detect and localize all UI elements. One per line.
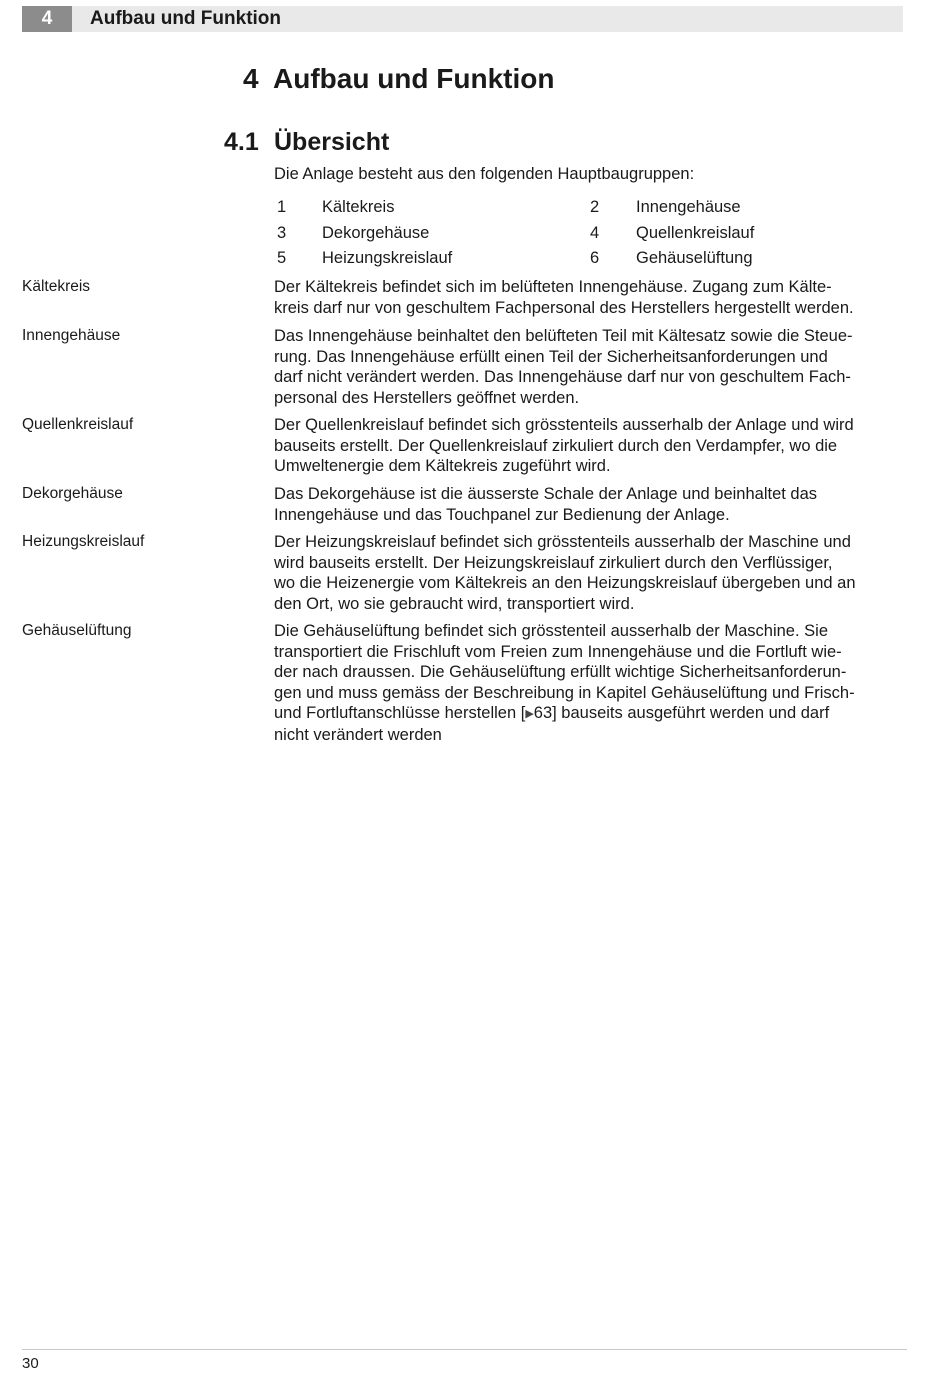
footer-divider <box>22 1349 907 1350</box>
paragraph-line: Der Kältekreis befindet sich im belüfteten Innengehäuse. Zugang zum Kälte- <box>274 278 832 296</box>
component-number: 4 <box>590 223 600 242</box>
paragraph-line: darf nicht verändert werden. Das Innengehäuse darf nur von geschultem Fach- <box>274 368 851 386</box>
margin-label-quellenkreislauf: Quellenkreislauf <box>22 416 134 433</box>
paragraph-line: wo die Heizenergie vom Kältekreis an den Heizungskreislauf übergeben und an <box>274 574 856 592</box>
paragraph-dekorgehaeuse <box>274 484 906 525</box>
paragraph-line: personal des Herstellers geöffnet werden. <box>274 388 580 407</box>
paragraph-innengehaeuse <box>274 326 906 408</box>
component-name: Innengehäuse <box>636 198 741 216</box>
paragraph-line: den Ort, wo sie gebraucht wird, transportiert wird. <box>274 594 635 613</box>
paragraph-kaeltekreis <box>274 277 906 318</box>
paragraph-line: Die Gehäuselüftung befindet sich grösstenteil ausserhalb der Maschine. Sie <box>274 622 828 640</box>
paragraph-line: Umweltenergie dem Kältekreis zugeführt wird. <box>274 457 611 475</box>
paragraph-heizungskreislauf <box>274 532 906 614</box>
page-reference-arrow-icon: ▶ <box>525 708 534 720</box>
paragraph-line: nicht verändert werden <box>274 725 442 744</box>
component-number: 1 <box>277 198 287 216</box>
paragraph-line: wird bauseits erstellt. Der Heizungskreislauf zirkuliert durch den Verflüssiger, <box>274 553 833 572</box>
margin-label-innengehaeuse: Innengehäuse <box>22 327 121 344</box>
section-heading-number: 4.1 <box>224 128 259 156</box>
component-name: Heizungskreislauf <box>322 249 453 267</box>
section-heading <box>224 126 389 158</box>
component-number: 2 <box>590 198 600 216</box>
chapter-header-title: Aufbau und Funktion <box>90 8 282 29</box>
paragraph-line: bauseits erstellt. Der Quellenkreislauf zirkuliert durch den Verdampfer, wo die <box>274 436 838 455</box>
paragraph-line: Der Heizungskreislauf befindet sich grösstenteils ausserhalb der Maschine und <box>274 533 851 551</box>
chapter-number-badge: 4 <box>22 6 72 32</box>
component-name: Gehäuselüftung <box>636 249 753 267</box>
chapter-heading <box>243 62 555 96</box>
component-name: Dekorgehäuse <box>322 223 430 242</box>
paragraph-line: ] bauseits ausgeführt werden und darf <box>552 704 830 722</box>
component-name: Quellenkreislauf <box>636 223 755 242</box>
paragraph-quellenkreislauf <box>274 415 906 477</box>
paragraph-line: gen und muss gemäss der Beschreibung in Kapitel Gehäuselüftung und Frisch- <box>274 683 855 702</box>
component-list-row <box>274 247 894 273</box>
paragraph-gehaeuselueftung <box>274 621 906 745</box>
page-number: 30 <box>22 1355 39 1372</box>
component-list-row <box>274 196 894 222</box>
intro-text: Die Anlage besteht aus den folgenden Hauptbaugruppen: <box>274 165 695 183</box>
chapter-header <box>22 6 903 32</box>
component-list-row <box>274 222 894 248</box>
paragraph-line: kreis darf nur von geschultem Fachpersonal des Herstellers hergestellt werden. <box>274 298 854 317</box>
margin-label-dekorgehaeuse: Dekorgehäuse <box>22 485 123 502</box>
component-number: 5 <box>277 249 287 267</box>
paragraph-line: Innengehäuse und das Touchpanel zur Bedienung der Anlage. <box>274 505 730 524</box>
section-heading-title: Übersicht <box>274 128 390 156</box>
component-list <box>274 196 894 273</box>
margin-label-gehaeuselueftung: Gehäuselüftung <box>22 622 132 639</box>
page-reference-link[interactable]: 63 <box>533 704 553 722</box>
component-name: Kältekreis <box>322 198 395 216</box>
paragraph-line: Das Dekorgehäuse ist die äusserste Schale der Anlage und beinhaltet das <box>274 485 818 503</box>
paragraph-line: Der Quellenkreislauf befindet sich grösstenteils ausserhalb der Anlage und wird <box>274 416 854 434</box>
margin-label-kaeltekreis: Kältekreis <box>22 278 91 295</box>
component-number: 6 <box>590 249 600 267</box>
component-number: 3 <box>277 223 287 242</box>
paragraph-line: rung. Das Innengehäuse erfüllt einen Teil der Sicherheitsanforderungen und <box>274 347 828 366</box>
chapter-heading-title: Aufbau und Funktion <box>273 63 555 94</box>
paragraph-line: Das Innengehäuse beinhaltet den belüfteten Teil mit Kältesatz sowie die Steue- <box>274 327 853 345</box>
paragraph-line: der nach draussen. Die Gehäuselüftung erfüllt wichtige Sicherheitsanforderun- <box>274 663 847 681</box>
margin-label-heizungskreislauf: Heizungskreislauf <box>22 533 145 550</box>
chapter-heading-number: 4 <box>243 63 259 94</box>
paragraph-line: transportiert die Frischluft vom Freien zum Innengehäuse und die Fortluft wie- <box>274 642 842 661</box>
paragraph-line: und Fortluftanschlüsse herstellen [ <box>274 704 526 722</box>
